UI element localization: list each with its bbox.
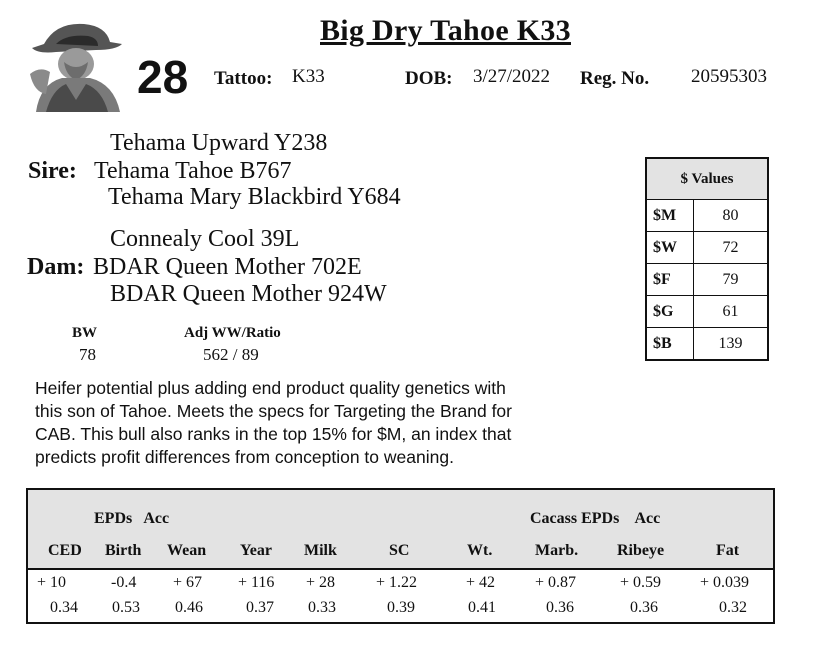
bw-value: 78 bbox=[79, 345, 96, 364]
epd-value: + 116 bbox=[238, 574, 275, 591]
carcass-epd-group-label: Cacass EPDs Acc bbox=[530, 510, 661, 527]
dollar-values-title: $ Values bbox=[646, 158, 768, 200]
value-row bbox=[646, 296, 768, 328]
bw-label: BW bbox=[72, 325, 98, 341]
ww-label: Adj WW/Ratio bbox=[184, 325, 281, 341]
epd-accuracy: 0.32 bbox=[719, 599, 747, 616]
sire-label: Sire: bbox=[28, 158, 77, 184]
dam-label: Dam: bbox=[27, 254, 85, 280]
lot-number: 28 bbox=[137, 51, 189, 103]
epd-accuracy: 0.37 bbox=[246, 599, 274, 616]
col-birth: Birth bbox=[105, 542, 142, 559]
value-amount: 80 bbox=[694, 200, 769, 232]
value-key: $G bbox=[646, 296, 694, 328]
value-key: $B bbox=[646, 328, 694, 361]
epd-accuracy: 0.46 bbox=[175, 599, 203, 616]
sire-name: Tehama Tahoe B767 bbox=[94, 158, 292, 184]
epd-value: + 0.87 bbox=[535, 574, 577, 591]
ww-value: 562 / 89 bbox=[203, 345, 259, 364]
epd-accuracy: 0.53 bbox=[112, 599, 140, 616]
dollar-values-table bbox=[645, 157, 769, 361]
epd-accuracy: 0.34 bbox=[50, 599, 78, 616]
reg-no-value: 20595303 bbox=[691, 66, 767, 87]
epd-value: + 28 bbox=[306, 574, 336, 591]
col-year: Year bbox=[240, 542, 272, 559]
dob-value: 3/27/2022 bbox=[473, 66, 551, 87]
col-wean: Wean bbox=[167, 542, 207, 559]
sire-sire: Tehama Upward Y238 bbox=[110, 130, 328, 156]
col-marb: Marb. bbox=[535, 542, 579, 559]
col-wt: Wt. bbox=[467, 542, 493, 559]
value-key: $M bbox=[646, 200, 694, 232]
value-key: $F bbox=[646, 264, 694, 296]
epd-value: + 0.59 bbox=[620, 574, 662, 591]
dam-sire: Connealy Cool 39L bbox=[110, 226, 300, 252]
cowboy-logo bbox=[26, 14, 126, 112]
epd-value: + 67 bbox=[173, 574, 203, 591]
col-ribeye: Ribeye bbox=[617, 542, 665, 559]
epd-value: + 42 bbox=[466, 574, 496, 591]
dam-dam: BDAR Queen Mother 924W bbox=[110, 281, 387, 307]
epd-value: + 10 bbox=[37, 574, 67, 591]
value-amount: 79 bbox=[694, 264, 769, 296]
epd-group-label: EPDs Acc bbox=[94, 510, 170, 527]
tattoo-value: K33 bbox=[292, 66, 325, 87]
col-milk: Milk bbox=[304, 542, 337, 559]
value-row bbox=[646, 232, 768, 264]
value-row bbox=[646, 264, 768, 296]
col-sc: SC bbox=[389, 542, 410, 559]
tattoo-label: Tattoo: bbox=[214, 68, 273, 89]
col-ced: CED bbox=[48, 542, 82, 559]
value-amount: 72 bbox=[694, 232, 769, 264]
value-row bbox=[646, 328, 768, 361]
dam-name: BDAR Queen Mother 702E bbox=[93, 254, 362, 280]
epd-value: + 0.039 bbox=[700, 574, 750, 591]
value-amount: 139 bbox=[694, 328, 769, 361]
epd-accuracy: 0.36 bbox=[546, 599, 574, 616]
epd-value: -0.4 bbox=[111, 574, 137, 591]
epd-accuracy: 0.36 bbox=[630, 599, 658, 616]
dob-label: DOB: bbox=[405, 68, 453, 89]
col-fat: Fat bbox=[716, 542, 740, 559]
reg-no-label: Reg. No. bbox=[580, 68, 650, 89]
epd-value: + 1.22 bbox=[376, 574, 418, 591]
value-key: $W bbox=[646, 232, 694, 264]
epd-accuracy: 0.39 bbox=[387, 599, 415, 616]
animal-name-title: Big Dry Tahoe K33 bbox=[320, 14, 571, 47]
epd-accuracy: 0.33 bbox=[308, 599, 336, 616]
sire-dam: Tehama Mary Blackbird Y684 bbox=[108, 184, 401, 210]
epd-accuracy: 0.41 bbox=[468, 599, 496, 616]
sale-description: Heifer potential plus adding end product quality genetics with this son of Tahoe. Meets the specs for Targeting the Brand for CAB. This bull also ranks in the top 15% for $M, an index that predicts profit differences from conception to weaning. bbox=[35, 378, 512, 467]
value-row bbox=[646, 200, 768, 232]
value-amount: 61 bbox=[694, 296, 769, 328]
